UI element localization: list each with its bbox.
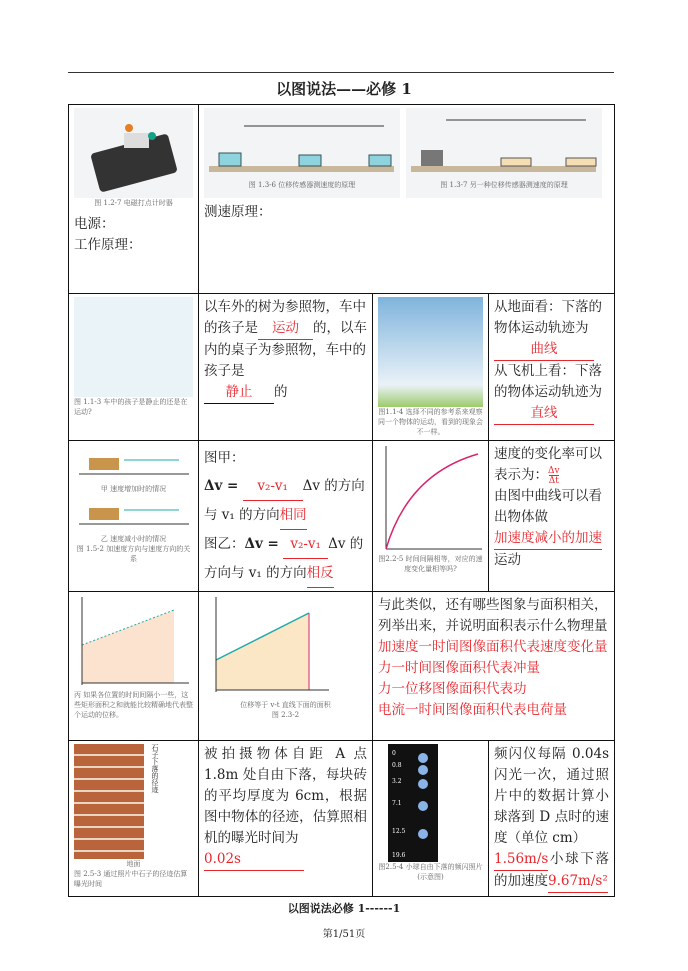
- text: 的，以车内的桌子为参照物，车中的孩子是: [204, 320, 367, 379]
- cell-strobe-image: [373, 741, 489, 897]
- answer: 电流一时间图像面积代表电荷量: [378, 702, 567, 718]
- figure-caption: 图 1.5-2 加速度方向与速度方向的关系: [76, 545, 191, 563]
- plane-drop-image: [378, 297, 483, 407]
- table-row: [69, 441, 615, 592]
- cell-car-image: [69, 441, 199, 592]
- mark: 12.5: [392, 828, 406, 835]
- answer: 1.56m/s: [494, 849, 548, 871]
- text: 以车外的树为参照物，车中的孩子是: [204, 299, 366, 336]
- answer: 运动: [258, 318, 313, 340]
- mark: 3.2: [392, 778, 402, 785]
- question-text: 与此类似，还有哪些图象与面积相关，列举出来，并说明面积表示什么物理量: [378, 597, 608, 634]
- figure-caption: 丙 如果各位置的时间间隔小一些，这些矩形面积之和就能比较精确地代表整个运动的位移。: [74, 691, 193, 719]
- strobe-photo: [388, 744, 438, 862]
- text: 频闪仪每隔 0.04s 闪光一次，通过照片中的数据计算小球落到 D 点时的速度（单位 cm）: [494, 746, 610, 846]
- car-decelerating-image: [74, 494, 193, 534]
- text: 的: [274, 384, 288, 400]
- cell-rate-text: [489, 441, 615, 592]
- cell-vt-area: [199, 592, 373, 741]
- timer-image: [74, 108, 193, 198]
- header-rule: [68, 72, 614, 73]
- figure-caption: 图 1.3-7 另一种位移传感器测速度的原理: [440, 181, 568, 189]
- figure-caption: 图2.2-5 时间间隔相等，对应的速度变化量相等吗?: [378, 555, 483, 573]
- figure-caption: 甲 速度增加时的情况: [100, 485, 167, 493]
- cell-plane-image: [373, 294, 489, 441]
- cell-timer: [69, 105, 199, 294]
- answer: v₂-v₁: [243, 472, 303, 501]
- answer: 相同: [280, 501, 307, 530]
- answer: 9.67m/s²: [548, 871, 608, 893]
- page-title: 以图说法——必修 1: [276, 80, 412, 98]
- text: 小球下落的加速度: [494, 851, 610, 889]
- table-row: [69, 592, 615, 741]
- cell-delta-v-text: [199, 441, 373, 592]
- fraction-denominator: Δt: [548, 475, 559, 486]
- cell-train-image: [69, 294, 199, 441]
- children-train-image: [74, 297, 193, 397]
- page-number: 第1/51页: [322, 929, 366, 940]
- table-row: [69, 105, 615, 294]
- content-table: [68, 104, 615, 897]
- cell-trajectory-text: [489, 294, 615, 441]
- mark: 0: [392, 750, 396, 757]
- mark: 0.8: [392, 762, 402, 769]
- table-row: [69, 294, 615, 441]
- table-row: [69, 741, 615, 897]
- text: 运动: [494, 552, 521, 568]
- cell-reference-text: [199, 294, 373, 441]
- text: Δv =: [244, 536, 279, 552]
- principle-label: 工作原理：: [74, 237, 142, 253]
- text: 速度的变化率可以表示为：: [494, 446, 602, 483]
- answer: 力一时间图像面积代表冲量: [378, 660, 540, 676]
- answer: v₂-v₁: [283, 530, 328, 559]
- cell-strobe-text: [489, 741, 615, 897]
- answer: 直线: [494, 403, 594, 425]
- text: Δv =: [204, 478, 239, 494]
- text: 从飞机上看：下落的物体运动轨迹为: [494, 363, 602, 400]
- text: 被拍摄物体自距 A 点 1.8m 处自由下落，每块砖的平均厚度为 6cm，根据图中物体的径迹，估算照相机的曝光时间为: [204, 746, 367, 846]
- text: 图乙：: [204, 536, 245, 552]
- text: 由图中曲线可以看出物体做: [494, 488, 602, 525]
- answer: 曲线: [494, 339, 594, 361]
- answer: 力一位移图像面积代表功: [378, 681, 527, 697]
- cell-vt-curve: [373, 441, 489, 592]
- mark: 7.1: [392, 800, 402, 807]
- text: 从地面看：下落的物体运动轨迹为: [494, 299, 602, 336]
- text: Δv 的方向与 v₁ 的方向: [204, 536, 364, 581]
- sensor-diagram-2: [406, 108, 602, 198]
- cell-area-question: [373, 592, 615, 741]
- sensor-diagram-1: [204, 108, 400, 198]
- rectangles-area-graph: [74, 595, 192, 690]
- figure-caption: 图 1.1-3 车中的孩子是静止的还是在运动?: [74, 398, 188, 416]
- cell-exposure-text: [199, 741, 373, 897]
- figure-caption: 乙 速度减小时的情况: [100, 535, 167, 543]
- figure-caption: 图 2.5-3 通过照片中石子的径迹估算曝光时间: [74, 870, 188, 888]
- cell-rect-area: [69, 592, 199, 741]
- power-label: 电源：: [74, 216, 115, 232]
- answer: 加速度减小的加速: [494, 528, 602, 550]
- mark: 19.6: [392, 852, 406, 859]
- car-accelerating-image: [74, 444, 193, 484]
- figure-caption: 位移等于 v-t 直线下面的面积: [240, 701, 331, 709]
- footer-title: 以图说法必修 1------1: [287, 902, 401, 915]
- cell-brick-image: [69, 741, 199, 897]
- figure-caption: 图 1.3-6 位移传感器测速度的原理: [248, 181, 356, 189]
- figure-number: 图 2.3-2: [271, 711, 300, 719]
- answer: 0.02s: [204, 849, 304, 871]
- cell-sensors: [199, 105, 615, 294]
- answer: 加速度一时间图像面积代表速度变化量: [378, 639, 608, 655]
- speed-principle-label: 测速原理：: [204, 204, 272, 220]
- figure-caption: 图2.5-4 小球自由下落的频闪照片(示意图): [378, 863, 483, 881]
- figure-caption: 图 1.2-7 电磁打点计时器: [94, 199, 173, 207]
- figure-label: 石子下落的径迹: [151, 744, 159, 793]
- vt-curve-graph: [378, 444, 484, 554]
- figure-label: 地面: [126, 860, 141, 868]
- answer: 静止: [204, 382, 274, 404]
- text: 图甲：: [204, 450, 245, 466]
- figure-caption: 图1.1-4 选择不同的参考系来观察同一个物体的运动，看到的现象会不一样。: [378, 408, 483, 436]
- text: Δv 的方向与 v₁ 的方向: [204, 478, 365, 523]
- vt-line-area-graph: [204, 595, 364, 700]
- fraction-numerator: Δv: [548, 465, 560, 476]
- answer: 相反: [307, 559, 334, 588]
- brick-wall-image: [74, 744, 144, 859]
